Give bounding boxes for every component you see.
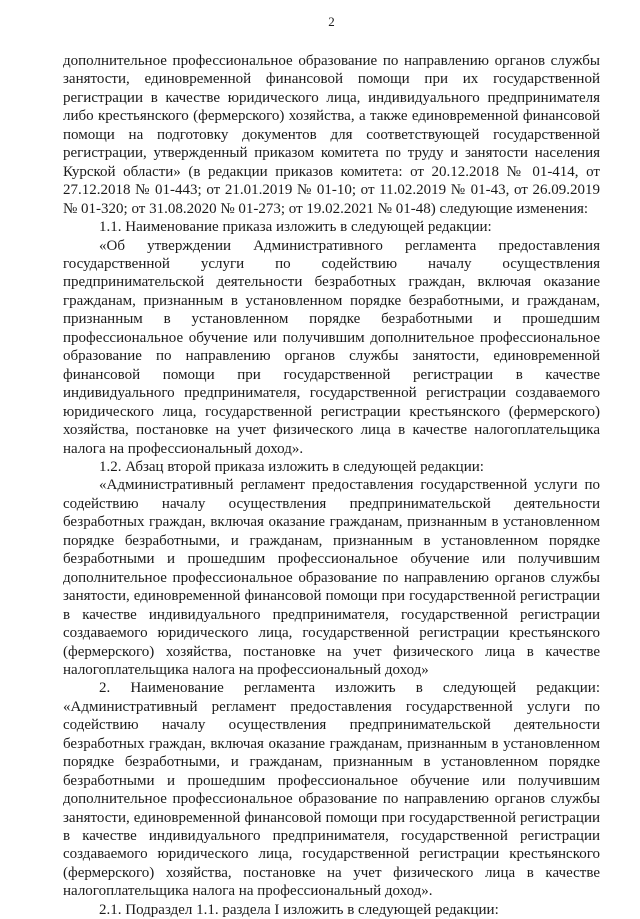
paragraph-1-1-quote: «Об утверждении Административного регламента предоставления государственной услуги по содействию началу осуществления предпринимательской деятельности безработных граждан, включая оказание гражданам, признанным в установленном порядке безработными, и гражданам, признанным в установленном порядке безработными и прошедшим профессиональное обучение или получившим дополнительное профессиональное образование по направлению органов службы занятости, единовременной финансовой помощи при государственной регистрации в качестве индивидуального предпринимателя, государственной регистрации создаваемого юридического лица, государственной регистрации крестьянского (фермерского) хозяйства, постановке на учет физического лица в качестве налогоплательщика налога на профессиональный доход». — [63, 237, 600, 457]
document-body — [63, 52, 600, 919]
paragraph-1-1: 1.1. Наименование приказа изложить в следующей редакции: — [99, 219, 492, 236]
paragraph-intro-continuation: дополнительное профессиональное образование по направлению органов службы занятости, единовременной финансовой помощи при их государственной регистрации в качестве юридического лица, индивидуального предпринимателя либо крестьянского (фермерского) хозяйства, а также единовременной финансовой помощи на подготовку документов для соответствующей государственной регистрации, утвержденный приказом комитета по труду и занятости населения Курской области» (в редакции приказов комитета: от 20.12.2018 № 01-414, от 27.12.2018 № 01-443; от 21.01.2019 № 01-10; от 11.02.2019 № 01-43, от 26.09.2019 № 01-320; от 31.08.2020 № 01-273; от 19.02.2021 № 01-48) следующие изменения: — [63, 53, 600, 217]
paragraph-2: 2. Наименование регламента изложить в следующей редакции: «Административный регламент предоставления государственной услуги по содействию началу осуществления предпринимательской деятельности безработных граждан, включая оказание гражданам, признанным в установленном порядке безработными, и гражданам, признанным в установленном порядке безработными и прошедшим профессиональное обучение или получившим дополнительное профессиональное образование по направлению органов службы занятости, единовременной финансовой помощи при государственной регистрации в качестве индивидуального предпринимателя, государственной регистрации создаваемого юридического лица, государственной регистрации крестьянского (фермерского) хозяйства, постановке на учет физического лица в качестве налогоплательщика налога на профессиональный доход». — [63, 680, 600, 900]
paragraph-2-1: 2.1. Подраздел 1.1. раздела I изложить в следующей редакции: — [99, 901, 499, 918]
paragraph-1-2: 1.2. Абзац второй приказа изложить в следующей редакции: — [99, 458, 484, 475]
paragraph-1-2-quote: «Административный регламент предоставления государственной услуги по содействию началу осуществления предпринимательской деятельности безработных граждан, включая оказание гражданам, признанным в установленном порядке безработными, и гражданам, признанным в установленном порядке безработными и прошедшим профессиональное обучение или получившим дополнительное профессиональное образование по направлению органов службы занятости, единовременной финансовой помощи при государственной регистрации в качестве индивидуального предпринимателя, государственной регистрации создаваемого юридического лица, государственной регистрации крестьянского (фермерского) хозяйства, постановке на учет физического лица в качестве налогоплательщика налога на профессиональный доход» — [63, 477, 600, 678]
page-number: 2 — [328, 14, 335, 29]
